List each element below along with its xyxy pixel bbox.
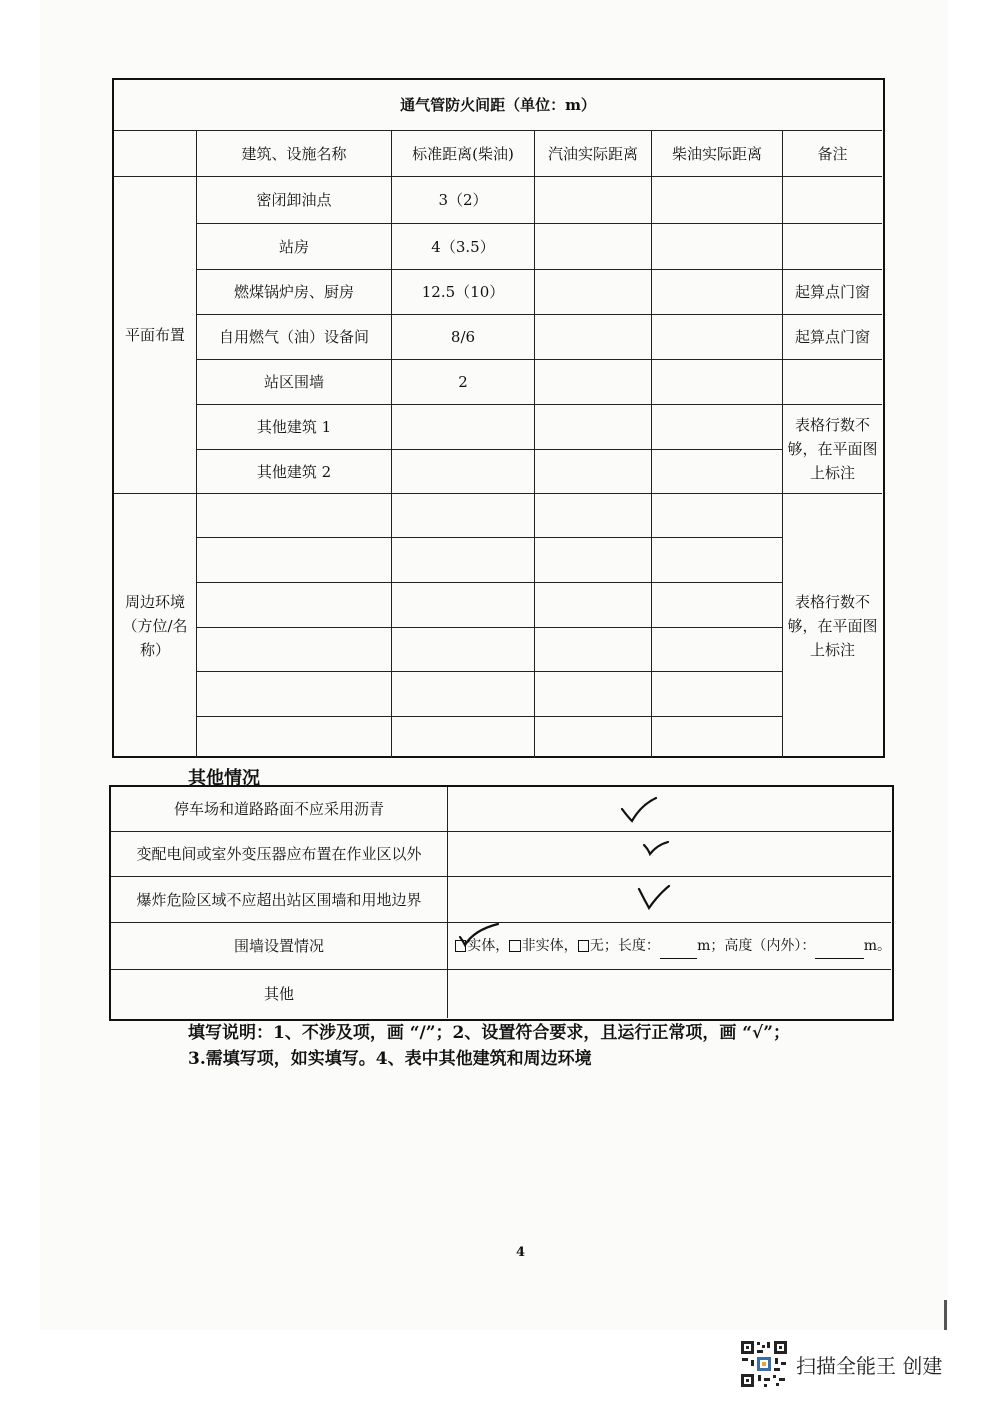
condition-label: 其他 bbox=[263, 985, 294, 1003]
header-gasoline-distance: 汽油实际距离 bbox=[547, 144, 638, 163]
fence-unit2-label: m。 bbox=[863, 938, 891, 954]
qr-code-icon bbox=[740, 1340, 788, 1388]
fence-info-line bbox=[455, 923, 891, 969]
fire-distance-table bbox=[112, 78, 885, 758]
row-name: 站区围墙 bbox=[263, 373, 324, 391]
row-remark: 起算点门窗 bbox=[794, 283, 870, 301]
other-conditions-title: 其他情况 bbox=[188, 768, 260, 789]
instruction-line-1: 填写说明：1、不涉及项，画 “/”；2、设置符合要求，且运行正常项，画 “√”； bbox=[188, 1023, 790, 1043]
fence-none-label: 无；长度： bbox=[589, 938, 660, 954]
row-standard: 3（2） bbox=[438, 191, 488, 209]
page-number: 4 bbox=[516, 1245, 526, 1260]
handwritten-check-icon bbox=[636, 883, 672, 913]
row-standard: 4（3.5） bbox=[431, 237, 495, 256]
no-fence-checkbox[interactable] bbox=[578, 940, 589, 952]
handwritten-check-icon bbox=[641, 837, 671, 861]
fence-unit1-label: m；高度（内外）： bbox=[697, 938, 816, 954]
fence-nonsolid-label: 非实体， bbox=[521, 938, 578, 954]
condition-label: 围墙设置情况 bbox=[233, 937, 324, 955]
environment-note: 表格行数不够，在平面图上标注 bbox=[787, 593, 878, 659]
handwritten-check-icon bbox=[454, 922, 500, 952]
row-name: 站房 bbox=[278, 237, 309, 256]
row-standard: 8/6 bbox=[450, 328, 476, 346]
header-facility-name: 建筑、设施名称 bbox=[241, 144, 347, 163]
condition-label: 变配电间或室外变压器应布置在作业区以外 bbox=[136, 845, 422, 863]
group-environment-label: 周边环境（方位/名称） bbox=[122, 593, 188, 659]
row-standard: 12.5（10） bbox=[421, 283, 505, 301]
row-name: 其他建筑 2 bbox=[256, 462, 332, 481]
paper-edge bbox=[944, 1300, 947, 1330]
header-remark: 备注 bbox=[817, 144, 848, 163]
handwritten-check-icon bbox=[619, 795, 659, 825]
table1-title: 通气管防火间距（单位：m） bbox=[400, 96, 596, 114]
row-standard: 2 bbox=[458, 373, 468, 391]
scanner-watermark bbox=[740, 1340, 942, 1388]
header-diesel-distance: 柴油实际距离 bbox=[671, 144, 762, 163]
group-plan-label: 平面布置 bbox=[124, 326, 185, 344]
condition-label: 停车场和道路路面不应采用沥青 bbox=[173, 800, 384, 818]
fence-solid-label: 实体， bbox=[467, 938, 510, 954]
other-conditions-table bbox=[109, 785, 894, 1021]
header-standard-distance: 标准距离(柴油) bbox=[412, 144, 514, 163]
row-name: 自用燃气（油）设备间 bbox=[218, 328, 369, 346]
row-name: 密闭卸油点 bbox=[256, 191, 332, 209]
condition-label: 爆炸危险区域不应超出站区围墙和用地边界 bbox=[136, 890, 422, 909]
scanner-credit: 扫描全能王 创建 bbox=[796, 1353, 943, 1378]
fence-height-blank[interactable] bbox=[815, 934, 863, 959]
row-name: 燃煤锅炉房、厨房 bbox=[233, 283, 354, 301]
nonsolid-fence-checkbox[interactable] bbox=[509, 940, 520, 952]
fence-length-blank[interactable] bbox=[660, 934, 697, 959]
row-name: 其他建筑 1 bbox=[256, 418, 332, 436]
plan-note: 表格行数不够，在平面图上标注 bbox=[787, 416, 878, 482]
instruction-line-2: 3.需填写项，如实填写。4、表中其他建筑和周边环境 bbox=[188, 1049, 592, 1069]
row-remark: 起算点门窗 bbox=[794, 328, 870, 346]
